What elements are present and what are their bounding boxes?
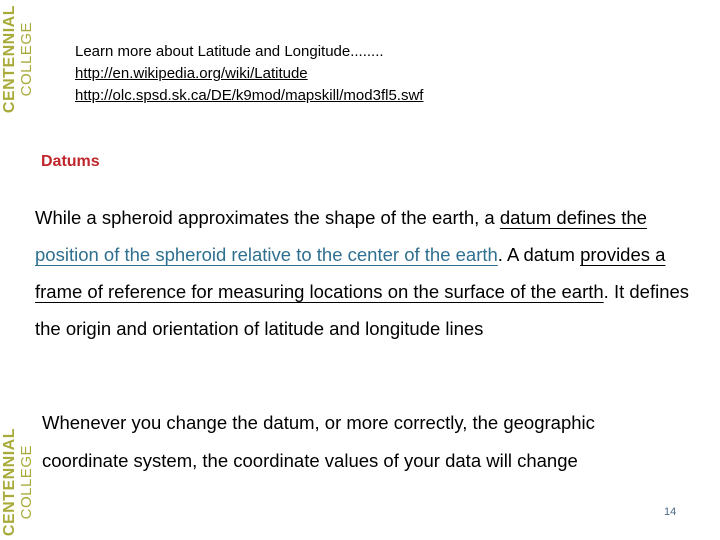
college-logo-top: [1, 2, 35, 117]
logo-line-centennial: CENTENNIAL: [1, 5, 18, 114]
page-number: 14: [664, 506, 677, 518]
para-link-position[interactable]: position of the spheroid relative to the center of the earth: [35, 244, 498, 265]
para-text-3: . It defines the origin and orientation of latitude and longitude lines: [35, 281, 690, 339]
para-text-1: While a spheroid approximates the shape of the earth, a: [35, 207, 500, 228]
para-underline-datum: datum defines the: [499, 207, 647, 228]
mapskill-link[interactable]: http://olc.spsd.sk.ca/DE/k9mod/mapskill/mod3fl5.swf: [75, 87, 424, 104]
latitude-wiki-link[interactable]: http://en.wikipedia.org/wiki/Latitude: [75, 65, 308, 82]
logo-line-centennial: CENTENNIAL: [1, 428, 18, 537]
logo-line-college: COLLEGE: [18, 22, 35, 97]
datums-heading: Datums: [41, 153, 100, 170]
college-logo-bottom: [1, 425, 35, 540]
para-text-2: . A datum: [497, 244, 581, 265]
intro-text: Learn more about Latitude and Longitude........: [75, 43, 384, 60]
datum-paragraph: [35, 199, 705, 347]
logo-line-college: COLLEGE: [18, 445, 35, 520]
datum-change-paragraph: Whenever you change the datum, or more correctly, the geographic coordinate system, the coordinate values of your data will change: [42, 412, 595, 471]
intro-block: [75, 41, 423, 107]
para-underline-frame: provides a frame of reference for measuring locations on the surface of the earth: [35, 244, 666, 302]
